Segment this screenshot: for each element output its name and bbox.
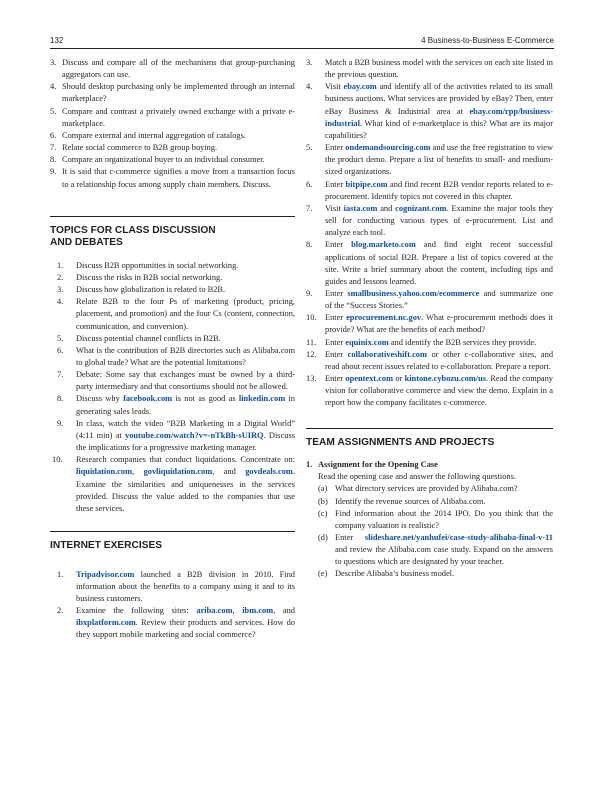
list-item: 4. Visit ebay.com and identify all of the activities related to its small business auctions. What services are provided by eBay? Then, enter eBay Business & Industrial area at ebay.com/rpp/business-industrial. What kind of e-marketplace is this? What are its major capabilities? [306, 82, 553, 140]
internet-exercises-continued [306, 57, 553, 410]
link-govliquidation[interactable]: govliquidation.com [143, 467, 213, 477]
section-title-internet: INTERNET EXERCISES [50, 531, 295, 553]
link-marketo[interactable]: blog.marketo.com [351, 240, 416, 250]
list-item: 8. Compare an organizational buyer to an individual consumer. [50, 155, 265, 165]
list-item: 8. Discuss why facebook.com is not as good as linkedin.com in generating sales leads. [57, 394, 295, 416]
right-column [306, 57, 553, 581]
assignment-number: 1. [306, 460, 313, 470]
header-rule [50, 48, 554, 49]
assignment-intro: Read the opening case and answer the following questions. [318, 472, 516, 482]
list-item: 13. Enter opentext.com or kintone.cybozu.com/us. Read the company vision for collaborative commerce and view the demo. Explain in a report how the company facilitates c-commerce. [306, 374, 553, 408]
continued-question-list [50, 57, 295, 191]
list-item: 12. Enter collaborativeshift.com or other c-collaborative sites, and read about recent issues related to e-collaboration. Prepare a report. [306, 349, 554, 371]
link-ibm[interactable]: ibm.com [242, 605, 274, 615]
list-item: (a) What directory services are provided by Alibaba.com? [318, 484, 518, 494]
link-opentext[interactable]: opentext.com [345, 374, 394, 384]
topics-list [50, 260, 295, 515]
list-item: 3. Match a B2B business model with the services on each site listed in the previous question. [306, 58, 553, 80]
link-facebook[interactable]: facebook.com [123, 394, 173, 404]
link-liquidation[interactable]: liquidation.com [76, 467, 133, 477]
link-equinix[interactable]: equinix.com [345, 337, 389, 347]
list-item: 8. Enter blog.marketo.com and find eight recent successful applications of social B2B. Prepare a list of topics covered at the site. Write a brief summary about the content, including tips and guides and lessons learned. [306, 240, 553, 286]
list-item: 6. Compare external and internal aggregation of catalogs. [50, 130, 246, 140]
list-item: 5. Discuss potential channel conflicts in B2B. [57, 333, 221, 343]
list-item: 10. Enter eprocurement.nc.gov. What e-procurement methods does it provide? What are the benefits of each method? [306, 313, 553, 335]
link-ebay-business[interactable]: ebay.com/rpp/business-industrial [325, 106, 553, 128]
list-item: 7. Visit iasta.com and cognizant.com. Examine the major tools they sell for conducting various types of e-procurement. List and analyze each tool. [306, 203, 553, 238]
link-bitpipe[interactable]: bitpipe.com [345, 179, 388, 189]
link-slideshare[interactable]: slideshare.net/yanhufei/case-study-alibaba-final-v-11 [364, 532, 553, 542]
list-item: 4. Relate B2B to the four Ps of marketing (product, pricing, placement, and promotion) and the four Cs (content, connection, communication, and conversion). [57, 297, 295, 331]
link-cognizant[interactable]: cognizant.com [395, 203, 447, 213]
list-item: 11. Enter equinix.com and identify the B2B services they provide. [306, 337, 537, 347]
link-iasta[interactable]: iasta.com [343, 203, 378, 213]
list-item: 7. Relate social commerce to B2B group buying. [50, 143, 218, 153]
page-number: 132 [50, 36, 64, 45]
list-item: 5. Enter ondemandsourcing.com and use the free registration to view the product demo. Prepare a list of benefits to small- and medium-sized organizations. [306, 143, 554, 177]
running-header: 4 Business-to-Business E-Commerce [421, 36, 554, 45]
list-item: 5. Compare and contrast a privately owned exchange with a private e-marketplace. [50, 106, 295, 128]
list-item: 1. Tripadvisor.com launched a B2B division in 2010. Find information about the benefits to a company using it and to its business customers. [57, 569, 295, 603]
list-item: (e) Describe Alibaba’s business model. [318, 569, 455, 579]
link-eprocurement[interactable]: eprocurement.nc.gov [346, 313, 422, 323]
list-item: 10. Research companies that conduct liquidations. Concentrate on: liquidation.com, govliquidation.com, and govdeals.com. Examine the similarities and uniquenesses in the services provided. Discuss the value added to the companies that use these services. [52, 455, 295, 513]
list-item: 9. Enter smallbusiness.yahoo.com/ecommerce and summarize one of the “Success Stories.” [306, 288, 553, 311]
team-assignment [306, 459, 553, 581]
list-item: 9. It is said that c-commerce signifies a move from a transaction focus to a relationship focus among supply chain members. Discuss. [50, 167, 295, 189]
list-item: 3. Discuss and compare all of the mechanisms that group-purchasing aggregators can use. [50, 58, 295, 80]
list-item: (c) Find information about the 2014 IPO. Do you think that the company valuation is realistic? [318, 508, 553, 530]
list-item: 9. In class, watch the video “B2B Marketing in a Digital World” (4:11 min) at youtube.com/watch?v=-nTkBh-sUIRQ. Discuss the implications for a progressive marketing manager. [57, 418, 295, 453]
section-title-team: TEAM ASSIGNMENTS AND PROJECTS [306, 428, 553, 450]
list-item: 6. What is the contribution of B2B directories such as Alibaba.com to global trade? What are the potential limitations? [57, 345, 295, 367]
link-ibxplatform[interactable]: ibxplatform.com [76, 618, 136, 628]
section-title-topics: TOPICS FOR CLASS DISCUSSION AND DEBATES [50, 216, 295, 250]
link-youtube[interactable]: youtube.com/watch?v=-nTkBh-sUIRQ [125, 430, 264, 440]
list-item: (b) Identify the revenue sources of Alibaba.com. [318, 496, 486, 506]
list-item: 2. Examine the following sites: ariba.com, ibm.com, and ibxplatform.com. Review their products and services. How do they support mobile marketing and social commerce? [57, 605, 295, 640]
link-smallbusiness-yahoo[interactable]: smallbusiness.yahoo.com/ecommerce [347, 288, 480, 298]
list-item: 1. Discuss B2B opportunities in social networking. [57, 260, 239, 270]
list-item: 6. Enter bitpipe.com and find recent B2B vendor reports related to e-procurement. Identify topics not covered in this chapter. [306, 179, 553, 201]
link-ariba[interactable]: ariba.com [196, 605, 233, 615]
link-ebay[interactable]: ebay.com [343, 82, 377, 92]
link-ondemandsourcing[interactable]: ondemandsourcing.com [345, 143, 431, 153]
link-govdeals[interactable]: govdeals.com [245, 467, 293, 477]
internet-exercises-list [50, 569, 295, 642]
list-item: 2. Discuss the risks in B2B social networking. [57, 272, 223, 282]
assignment-questions [318, 483, 553, 580]
link-kintone[interactable]: kintone.cybozu.com/us [404, 374, 486, 384]
link-linkedin[interactable]: linkedin.com [238, 394, 286, 404]
list-item: (d) Enter slideshare.net/yanhufei/case-study-alibaba-final-v-11 and review the Alibaba.com case study. Expand on the answers to questions which are designated by your teacher. [318, 532, 553, 567]
link-collaborativeshift[interactable]: collaborativeshift.com [347, 349, 427, 359]
list-item: 7. Debate: Some say that exchanges must be owned by a third-party intermediary and that consortiums should not be allowed. [57, 370, 295, 392]
left-column [50, 57, 295, 641]
link-tripadvisor[interactable]: Tripadvisor.com [76, 569, 135, 579]
list-item: 3. Discuss how globalization is related to B2B. [57, 285, 226, 295]
list-item: 4. Should desktop purchasing only be implemented through an internal marketplace? [50, 82, 295, 104]
assignment-heading: Assignment for the Opening Case [318, 460, 438, 470]
